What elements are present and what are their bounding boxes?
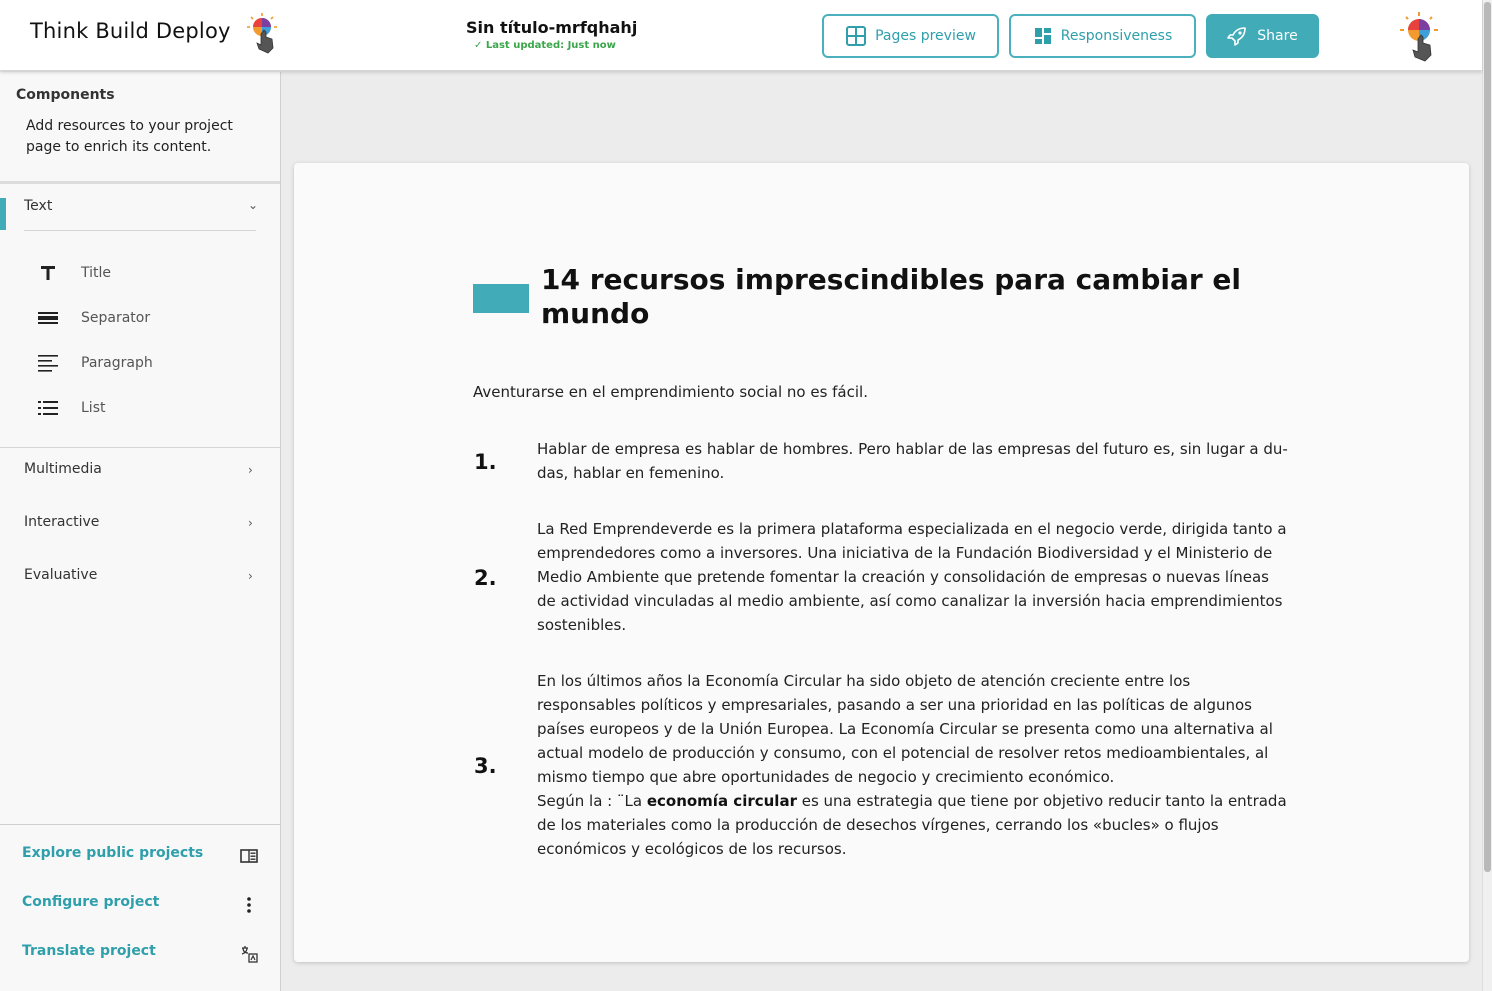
list-item-text[interactable]: Hablar de empresa es hablar de hombres. Pero hablar de las empresas del futuro es, sin lugar a du-das, hablar en femenino.	[537, 440, 1288, 482]
list-item-body: En los últimos años la Economía Circular ha sido objeto de atención creciente entre los responsables políticos y empresariales, pasando a ser una prioridad en las políticas de algunos países europeos y de la Unión Europea. La Economía Circular se presenta como una alternativa al actual modelo de producción y consumo, con el potencial de resolver retos medioambientales, al mismo tiempo que abre oportunidades de negocio y crecimiento económico.	[537, 672, 1273, 786]
responsiveness-label: Responsiveness	[1060, 28, 1173, 44]
translate-project-link[interactable]: Translate project	[22, 943, 156, 959]
more-vertical-icon[interactable]	[238, 894, 260, 916]
dashboard-icon	[1033, 26, 1053, 46]
list-number: 3.	[474, 754, 497, 778]
page-scrollbar[interactable]	[1482, 0, 1492, 991]
intro-paragraph[interactable]: Aventurarse en el emprendimiento social no es fácil.	[473, 383, 868, 401]
component-label: Title	[81, 265, 112, 281]
component-paragraph[interactable]	[36, 348, 256, 378]
lightbulb-hand-logo-icon	[246, 12, 282, 54]
book-icon[interactable]	[238, 845, 260, 867]
explore-public-projects-link[interactable]: Explore public projects	[22, 845, 204, 861]
section-divider	[24, 230, 256, 231]
page-canvas	[294, 163, 1469, 962]
component-label: Paragraph	[81, 355, 153, 371]
sidebar-footer	[0, 824, 280, 991]
user-avatar[interactable]	[1397, 10, 1443, 62]
active-section-indicator	[0, 198, 6, 230]
sidebar-description: Add resources to your project page to enrich its content.	[26, 118, 233, 155]
pages-preview-button[interactable]	[822, 14, 999, 58]
document-title[interactable]: Sin título-mrfqhahj	[466, 18, 638, 37]
section-multimedia[interactable]: Multimedia	[24, 461, 102, 477]
grid-icon	[845, 25, 867, 47]
responsiveness-button[interactable]	[1009, 14, 1196, 58]
title-icon	[36, 262, 60, 284]
chevron-down-icon[interactable]: ⌄	[248, 198, 259, 212]
component-label: Separator	[81, 310, 151, 326]
components-sidebar	[0, 72, 281, 991]
quote-bold-term: economía circular	[646, 792, 797, 810]
top-bar	[0, 0, 1482, 71]
list-number: 1.	[474, 450, 497, 474]
rocket-icon	[1227, 26, 1247, 46]
section-interactive[interactable]: Interactive	[24, 514, 100, 530]
sidebar-divider	[0, 181, 280, 184]
list-number: 2.	[474, 566, 497, 590]
section-evaluative[interactable]: Evaluative	[24, 567, 98, 583]
title-accent-bar	[473, 284, 529, 313]
share-button[interactable]	[1206, 14, 1319, 58]
scrollbar-thumb[interactable]	[1484, 2, 1491, 872]
chevron-right-icon[interactable]: ›	[248, 516, 253, 530]
component-label: List	[81, 400, 106, 416]
quote-suffix: es una estrategia que tiene por objetivo reducir tanto la entrada de los materiales como la producción de desechos vírgenes, cerrando los «bucles» o flujos económicos y ecológicos de los recursos.	[537, 792, 1287, 858]
component-list[interactable]	[36, 393, 256, 423]
component-separator[interactable]	[36, 303, 256, 333]
list-item-text[interactable]	[537, 669, 1292, 861]
brand-name[interactable]: Think Build Deploy	[30, 19, 231, 43]
chevron-right-icon[interactable]: ›	[248, 463, 253, 477]
sidebar-divider	[0, 447, 280, 448]
save-status: ✓ Last updated: Just now	[474, 40, 616, 51]
sidebar-heading: Components	[16, 87, 115, 103]
pages-preview-label: Pages preview	[875, 28, 976, 44]
component-title[interactable]	[36, 258, 256, 288]
list-icon	[36, 397, 60, 419]
section-text[interactable]: Text	[24, 198, 53, 214]
translate-icon[interactable]	[238, 943, 260, 965]
quote-prefix: Según la : ¨La	[537, 792, 647, 810]
list-item-text[interactable]: La Red Emprendeverde es la primera plataforma especializada en el negocio verde, dirigida tanto a emprendedores como a inversores. Una iniciativa de la Fundación Biodiversidad y el Ministerio de Medio Ambiente que pretende fomentar la creación y consolidación de empresas o nuevas líneas de actividad vinculadas al medio ambiente, así como canalizar la inversión hacia emprendimientos sostenibles.	[537, 520, 1287, 634]
chevron-right-icon[interactable]: ›	[248, 569, 253, 583]
configure-project-link[interactable]: Configure project	[22, 894, 160, 910]
paragraph-icon	[36, 352, 60, 374]
share-label: Share	[1257, 28, 1298, 44]
separator-icon	[36, 307, 60, 329]
article-title[interactable]: 14 recursos imprescindibles para cambiar el mundo	[541, 263, 1241, 330]
